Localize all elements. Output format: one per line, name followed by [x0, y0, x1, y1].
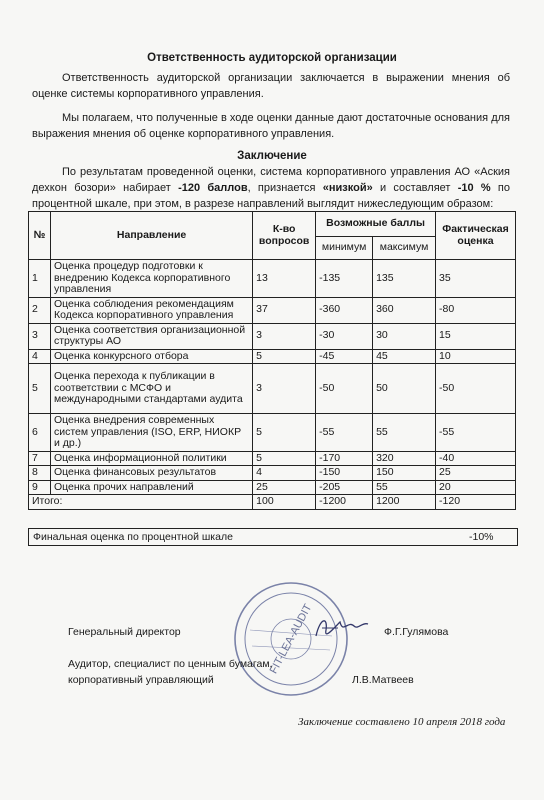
total-label: Итого:	[29, 495, 253, 510]
cell-max: 50	[373, 364, 436, 414]
table-row	[29, 466, 516, 481]
director-signature	[310, 608, 380, 648]
table-row	[29, 323, 516, 349]
cell-actual: -55	[436, 414, 516, 452]
cell-min: -30	[316, 323, 373, 349]
cell-direction: Оценка соответствия организационной структуры АО	[50, 323, 252, 349]
final-score-value: -10%	[469, 531, 494, 543]
cell-max: 360	[373, 297, 436, 323]
cell-num: 2	[29, 297, 51, 323]
header-max: максимум	[373, 237, 436, 260]
cell-actual: -40	[436, 451, 516, 466]
assessment-table	[28, 211, 516, 510]
table-row	[29, 414, 516, 452]
table-row	[29, 480, 516, 495]
cell-actual: 35	[436, 260, 516, 298]
table-body	[29, 260, 516, 510]
table-row	[29, 297, 516, 323]
conclusion-text-3: и составляет	[372, 182, 458, 194]
conclusion-text-1: По результатам проведенной оценки, система корпоративного управления АО «Аския дехкон бозори» набирает	[32, 166, 510, 194]
cell-num: 8	[29, 466, 51, 481]
cell-num: 6	[29, 414, 51, 452]
cell-questions: 37	[253, 297, 316, 323]
auditor-name: Л.В.Матвеев	[352, 674, 414, 686]
header-direction: Направление	[50, 212, 252, 260]
paragraph-responsibility	[32, 70, 510, 102]
paragraph-conclusion	[32, 164, 510, 212]
cell-num: 3	[29, 323, 51, 349]
cell-questions: 3	[253, 323, 316, 349]
table-row	[29, 364, 516, 414]
total-max: 1200	[373, 495, 436, 510]
cell-questions: 5	[253, 414, 316, 452]
cell-actual: 10	[436, 349, 516, 364]
cell-min: -55	[316, 414, 373, 452]
cell-actual: -80	[436, 297, 516, 323]
cell-questions: 5	[253, 451, 316, 466]
cell-max: 30	[373, 323, 436, 349]
cell-max: 150	[373, 466, 436, 481]
cell-min: -150	[316, 466, 373, 481]
section-title-conclusion: Заключение	[237, 150, 307, 162]
section-title-responsibility: Ответственность аудиторской организации	[147, 52, 397, 64]
cell-max: 45	[373, 349, 436, 364]
cell-min: -50	[316, 364, 373, 414]
header-num: №	[29, 212, 51, 260]
header-min: минимум	[316, 237, 373, 260]
cell-questions: 3	[253, 364, 316, 414]
final-score-box	[28, 528, 518, 546]
conclusion-percent: -10 %	[457, 182, 491, 194]
cell-questions: 5	[253, 349, 316, 364]
header-possible-points: Возможные баллы	[316, 212, 436, 237]
total-questions: 100	[253, 495, 316, 510]
cell-num: 5	[29, 364, 51, 414]
table-row	[29, 260, 516, 298]
director-name: Ф.Г.Гулямова	[384, 626, 449, 638]
header-questions: К-во вопросов	[253, 212, 316, 260]
cell-num: 9	[29, 480, 51, 495]
header-actual: Фактическая оценка	[436, 212, 516, 260]
cell-direction: Оценка перехода к публикации в соответствии с МСФО и международными стандартами аудита	[50, 364, 252, 414]
total-min: -1200	[316, 495, 373, 510]
paragraph-basis-text: Мы полагаем, что полученные в ходе оценки данные дают достаточные основания для выражения мнения об оценке корпоративного управления.	[32, 112, 510, 140]
cell-actual: -50	[436, 364, 516, 414]
auditor-title-line2: корпоративный управляющий	[68, 674, 214, 686]
cell-min: -135	[316, 260, 373, 298]
cell-actual: 25	[436, 466, 516, 481]
cell-max: 320	[373, 451, 436, 466]
cell-min: -360	[316, 297, 373, 323]
cell-min: -170	[316, 451, 373, 466]
cell-num: 1	[29, 260, 51, 298]
table-row	[29, 451, 516, 466]
director-title: Генеральный директор	[68, 626, 181, 638]
cell-num: 4	[29, 349, 51, 364]
final-score-label: Финальная оценка по процентной шкале	[33, 531, 233, 543]
conclusion-text-2: , признается	[247, 182, 323, 194]
conclusion-level: «низкой»	[322, 182, 373, 194]
stamp-text: FIT-LEA-AUDIT	[267, 602, 315, 676]
cell-direction: Оценка прочих направлений	[50, 480, 252, 495]
cell-direction: Оценка внедрения современных систем управления (ISO, ERP, НИОКР и др.)	[50, 414, 252, 452]
cell-max: 55	[373, 414, 436, 452]
cell-max: 55	[373, 480, 436, 495]
table-row	[29, 349, 516, 364]
cell-actual: 15	[436, 323, 516, 349]
cell-questions: 25	[253, 480, 316, 495]
conclusion-score: -120 баллов	[178, 182, 248, 194]
paragraph-basis	[32, 110, 510, 142]
total-actual: -120	[436, 495, 516, 510]
cell-actual: 20	[436, 480, 516, 495]
paragraph-responsibility-text: Ответственность аудиторской организации заключается в выражении мнения об оценке системы корпоративного управления.	[32, 72, 510, 100]
cell-direction: Оценка процедур подготовки к внедрению Кодекса корпоративного управления	[50, 260, 252, 298]
conclusion-date-note: Заключение составлено 10 апреля 2018 года	[298, 716, 506, 728]
cell-direction: Оценка информационной политики	[50, 451, 252, 466]
cell-max: 135	[373, 260, 436, 298]
cell-questions: 4	[253, 466, 316, 481]
cell-direction: Оценка конкурсного отбора	[50, 349, 252, 364]
cell-questions: 13	[253, 260, 316, 298]
cell-min: -45	[316, 349, 373, 364]
conclusion-text-4: по процентной шкале, при этом, в разрезе направлений выглядит нижеследующим образом:	[32, 182, 511, 210]
cell-direction: Оценка финансовых результатов	[50, 466, 252, 481]
table-total-row	[29, 495, 516, 510]
cell-min: -205	[316, 480, 373, 495]
cell-direction: Оценка соблюдения рекомендациям Кодекса корпоративного управления	[50, 297, 252, 323]
cell-num: 7	[29, 451, 51, 466]
auditor-title-line1: Аудитор, специалист по ценным бумагам,	[68, 658, 273, 670]
